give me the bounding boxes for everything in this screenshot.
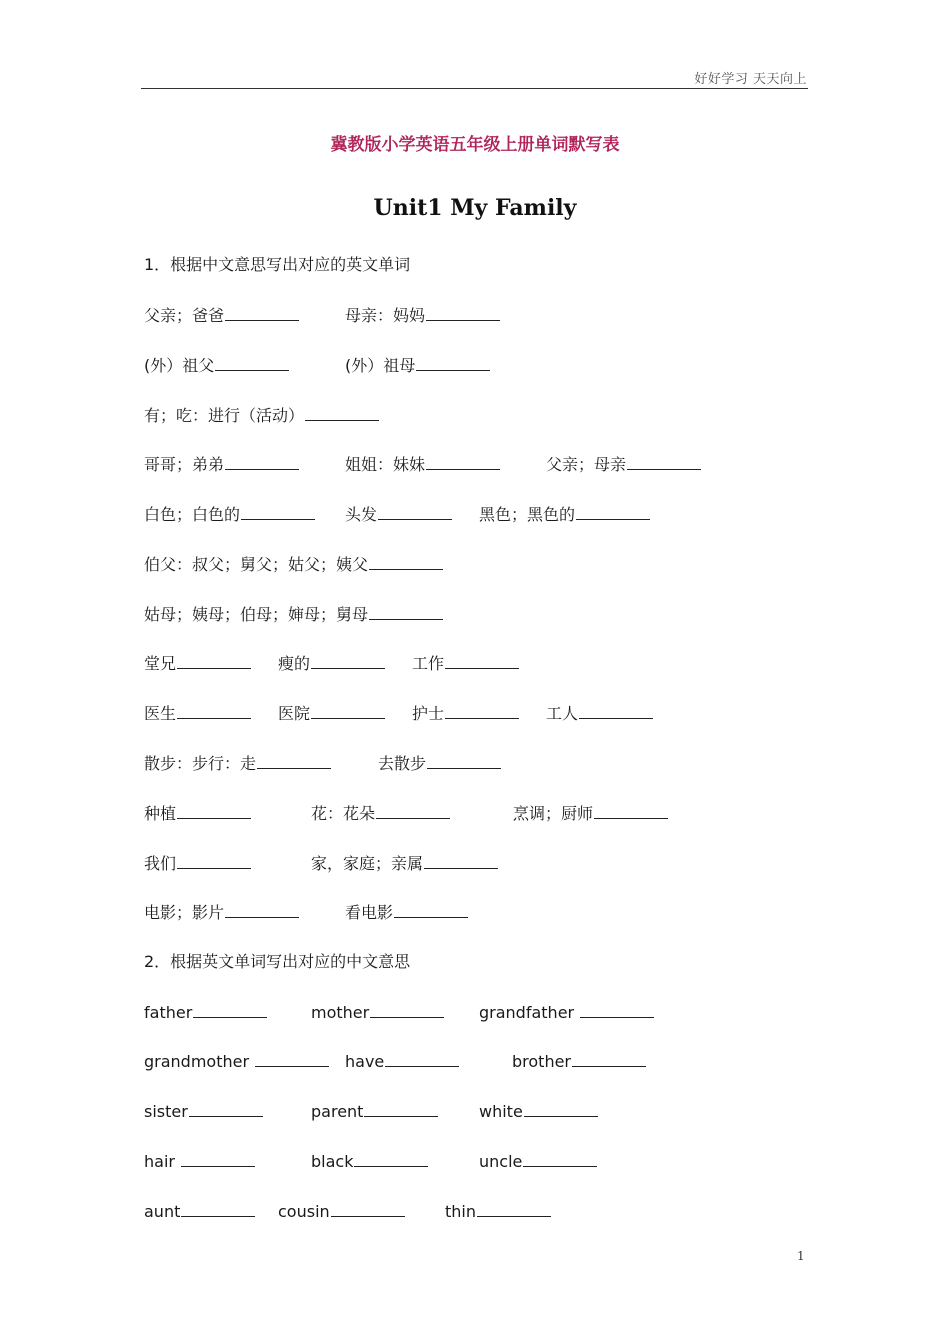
answer-blank — [181, 1150, 255, 1167]
unit-title: Unit1 My Family — [373, 195, 577, 221]
word-item — [278, 1200, 405, 1223]
word-item — [144, 1001, 267, 1024]
answer-blank — [177, 652, 251, 669]
word-item — [345, 1050, 459, 1073]
vocab-item — [278, 652, 385, 675]
vocab-item — [345, 354, 490, 377]
vocab-item — [378, 752, 501, 775]
answer-blank — [594, 802, 668, 819]
vocab-item — [345, 901, 468, 924]
word-item — [144, 1150, 255, 1173]
vocab-item — [144, 702, 251, 725]
item-prompt: sister — [144, 1102, 188, 1121]
item-prompt: grandmother — [144, 1052, 255, 1071]
item-prompt: 伯父：叔父；舅父；姑父；姨父 — [144, 555, 369, 574]
item-prompt: mother — [311, 1003, 370, 1022]
answer-blank — [572, 1050, 646, 1067]
vocab-item — [412, 652, 519, 675]
item-prompt: 父亲；母亲 — [546, 455, 627, 474]
word-item — [311, 1001, 444, 1024]
word-item — [479, 1001, 654, 1024]
answer-blank — [189, 1100, 263, 1117]
vocab-item — [144, 852, 251, 875]
vocab-item — [144, 304, 299, 327]
item-prompt: thin — [445, 1202, 476, 1221]
word-item — [512, 1050, 646, 1073]
vocab-item — [345, 453, 500, 476]
answer-blank — [416, 354, 490, 371]
answer-blank — [394, 901, 468, 918]
item-prompt: 白色；白色的 — [144, 505, 241, 524]
item-prompt: 护士 — [412, 704, 445, 723]
item-prompt: 医院 — [278, 704, 311, 723]
answer-blank — [378, 503, 452, 520]
item-prompt: white — [479, 1102, 523, 1121]
word-item — [144, 1100, 263, 1123]
answer-blank — [331, 1200, 405, 1217]
answer-blank — [426, 453, 500, 470]
answer-blank — [370, 1001, 444, 1018]
answer-blank — [177, 802, 251, 819]
item-prompt: father — [144, 1003, 193, 1022]
vocab-item — [144, 404, 379, 427]
document-title: 冀教版小学英语五年级上册单词默写表 — [330, 135, 620, 155]
vocab-item — [144, 652, 251, 675]
vocab-item — [546, 702, 653, 725]
item-prompt: 种植 — [144, 804, 177, 823]
item-prompt: grandfather — [479, 1003, 580, 1022]
vocab-item — [546, 453, 701, 476]
answer-blank — [445, 652, 519, 669]
word-item — [445, 1200, 551, 1223]
item-prompt: aunt — [144, 1202, 181, 1221]
vocab-item — [144, 503, 315, 526]
vocab-item — [144, 553, 443, 576]
item-prompt: 堂兄 — [144, 654, 177, 673]
answer-blank — [354, 1150, 428, 1167]
item-prompt: 看电影 — [345, 903, 394, 922]
item-prompt: 电影；影片 — [144, 903, 225, 922]
item-prompt: hair — [144, 1152, 181, 1171]
item-prompt: black — [311, 1152, 354, 1171]
item-prompt: 姑母；姨母；伯母；婶母；舅母 — [144, 605, 369, 624]
answer-blank — [193, 1001, 267, 1018]
answer-blank — [215, 354, 289, 371]
item-prompt: cousin — [278, 1202, 330, 1221]
page-number: 1 — [797, 1249, 805, 1263]
answer-blank — [579, 702, 653, 719]
vocab-item — [412, 702, 519, 725]
item-prompt: 父亲；爸爸 — [144, 306, 225, 325]
answer-blank — [369, 553, 443, 570]
word-item — [311, 1150, 428, 1173]
answer-blank — [364, 1100, 438, 1117]
item-prompt: uncle — [479, 1152, 523, 1171]
header-rule — [141, 88, 808, 89]
word-item — [479, 1150, 597, 1173]
item-prompt: 散步：步行：走 — [144, 754, 257, 773]
answer-blank — [576, 503, 650, 520]
answer-blank — [225, 453, 299, 470]
section-1-heading: 1．根据中文意思写出对应的英文单词 — [144, 255, 411, 274]
answer-blank — [255, 1050, 329, 1067]
answer-blank — [424, 852, 498, 869]
answer-blank — [225, 901, 299, 918]
section-2-heading: 2．根据英文单词写出对应的中文意思 — [144, 952, 411, 971]
vocab-item — [278, 702, 385, 725]
item-prompt: 工作 — [412, 654, 445, 673]
header-motto: 好好学习 天天向上 — [694, 72, 807, 87]
vocab-item — [144, 802, 251, 825]
item-prompt: (外）祖母 — [345, 356, 416, 375]
item-prompt: (外）祖父 — [144, 356, 215, 375]
vocab-item — [144, 603, 443, 626]
answer-blank — [524, 1100, 598, 1117]
vocab-item — [144, 901, 299, 924]
item-prompt: 家，家庭；亲属 — [311, 854, 424, 873]
answer-blank — [369, 603, 443, 620]
word-item — [479, 1100, 598, 1123]
answer-blank — [241, 503, 315, 520]
answer-blank — [177, 702, 251, 719]
word-item — [144, 1050, 329, 1073]
item-prompt: 瘦的 — [278, 654, 311, 673]
answer-blank — [181, 1200, 255, 1217]
item-prompt: 烹调；厨师 — [513, 804, 594, 823]
vocab-item — [144, 453, 299, 476]
vocab-item — [513, 802, 668, 825]
item-prompt: 姐姐：妹妹 — [345, 455, 426, 474]
answer-blank — [627, 453, 701, 470]
item-prompt: brother — [512, 1052, 572, 1071]
vocab-item — [144, 354, 289, 377]
vocab-item — [479, 503, 650, 526]
answer-blank — [477, 1200, 551, 1217]
item-prompt: 头发 — [345, 505, 378, 524]
item-prompt: 哥哥；弟弟 — [144, 455, 225, 474]
answer-blank — [225, 304, 299, 321]
answer-blank — [523, 1150, 597, 1167]
answer-blank — [445, 702, 519, 719]
answer-blank — [580, 1001, 654, 1018]
answer-blank — [311, 702, 385, 719]
answer-blank — [177, 852, 251, 869]
word-item — [311, 1100, 438, 1123]
answer-blank — [426, 304, 500, 321]
item-prompt: 工人 — [546, 704, 579, 723]
word-item — [144, 1200, 255, 1223]
item-prompt: 我们 — [144, 854, 177, 873]
answer-blank — [427, 752, 501, 769]
answer-blank — [385, 1050, 459, 1067]
item-prompt: 黑色；黑色的 — [479, 505, 576, 524]
vocab-item — [144, 752, 331, 775]
answer-blank — [311, 652, 385, 669]
vocab-item — [311, 852, 498, 875]
item-prompt: 花：花朵 — [311, 804, 376, 823]
answer-blank — [305, 404, 379, 421]
answer-blank — [257, 752, 331, 769]
item-prompt: 有；吃：进行（活动） — [144, 406, 305, 425]
answer-blank — [376, 802, 450, 819]
vocab-item — [311, 802, 450, 825]
item-prompt: have — [345, 1052, 385, 1071]
vocab-item — [345, 503, 452, 526]
item-prompt: 去散步 — [378, 754, 427, 773]
item-prompt: parent — [311, 1102, 364, 1121]
item-prompt: 医生 — [144, 704, 177, 723]
item-prompt: 母亲：妈妈 — [345, 306, 426, 325]
vocab-item — [345, 304, 500, 327]
